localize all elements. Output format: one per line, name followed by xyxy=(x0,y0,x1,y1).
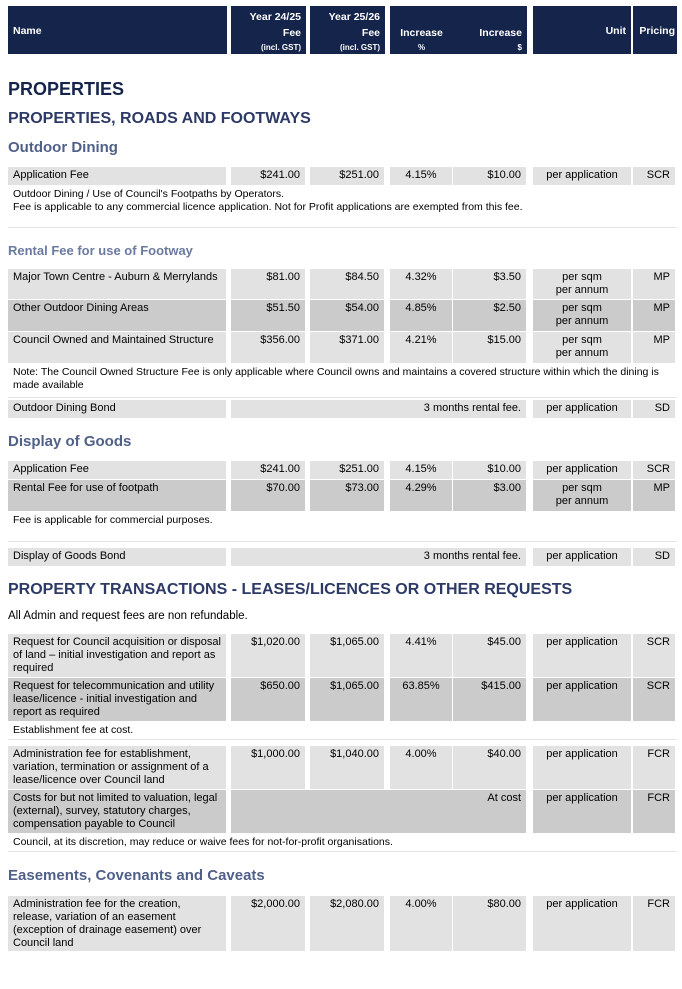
pt2-fee-2526: $1,065.00 xyxy=(310,678,384,721)
pt2-pricing: SCR xyxy=(633,678,675,721)
header-fee-2425-line1: Year 24/25 xyxy=(249,11,301,23)
pt2-name: Request for telecommunication and utility lease/licence - initial investigation and report as required xyxy=(8,678,226,721)
od-note-line2: Fee is applicable to any commercial licence application. Not for Profit applications are exempted from this fee. xyxy=(13,201,523,213)
ec1-name: Administration fee for the creation, release, variation of an easement (exception of drainage easement) over Council land xyxy=(8,896,226,951)
pt4-unit: per application xyxy=(533,790,631,833)
pt2-increase-dollar: $415.00 xyxy=(453,678,526,721)
header-fee-2425 xyxy=(231,6,306,54)
header-increase-dollar-line2: $ xyxy=(517,43,522,52)
rf3-fee-2425: $356.00 xyxy=(231,332,305,363)
rf1-fee-2425: $81.00 xyxy=(231,269,305,299)
header-name-label: Name xyxy=(13,25,42,37)
header-increase-pct-line2: % xyxy=(417,43,426,52)
header-fee-2425-line2: Fee xyxy=(282,27,301,39)
pt3-increase-pct: 4.00% xyxy=(390,746,452,789)
ec1-unit: per application xyxy=(533,896,631,951)
heading-outdoor-dining: Outdoor Dining xyxy=(8,139,118,156)
dg-rent-pricing: MP xyxy=(633,480,675,511)
ec1-pricing: FCR xyxy=(633,896,675,951)
rf-note: Note: The Council Owned Structure Fee is only applicable where Council owns and maintains a covered structure within which the dining is made available xyxy=(8,364,677,398)
od-app-increase-dollar: $10.00 xyxy=(453,167,526,185)
pt1-increase-pct: 4.41% xyxy=(390,634,452,677)
dg-rent-fee-2425: $70.00 xyxy=(231,480,305,511)
dg-note: Fee is applicable for commercial purposes. xyxy=(8,512,677,542)
pt3-increase-dollar: $40.00 xyxy=(453,746,526,789)
header-pricing xyxy=(633,6,677,54)
rf2-increase-pct: 4.85% xyxy=(390,300,452,331)
pt1-fee-2526: $1,065.00 xyxy=(310,634,384,677)
rf2-increase-dollar: $2.50 xyxy=(453,300,526,331)
rf2-unit: per sqm per annum xyxy=(533,300,631,331)
header-unit xyxy=(533,6,631,54)
pt3-fee-2425: $1,000.00 xyxy=(231,746,305,789)
heading-easements: Easements, Covenants and Caveats xyxy=(8,867,265,884)
od-app-name: Application Fee xyxy=(8,167,226,185)
rf3-pricing: MP xyxy=(633,332,675,363)
pt2-increase-pct: 63.85% xyxy=(390,678,452,721)
od-note-line1: Outdoor Dining / Use of Council's Footpaths by Operators. xyxy=(13,188,285,200)
rf1-unit: per sqm per annum xyxy=(533,269,631,299)
pt4-name: Costs for but not limited to valuation, legal (external), survey, statutory charges, compensation payable to Council xyxy=(8,790,226,833)
dg-rent-increase-dollar: $3.00 xyxy=(453,480,526,511)
dg-bond-unit: per application xyxy=(533,548,631,566)
pt4-pricing: FCR xyxy=(633,790,675,833)
od-app-pricing: SCR xyxy=(633,167,675,185)
heading-property-transactions: PROPERTY TRANSACTIONS - LEASES/LICENCES OR OTHER REQUESTS xyxy=(8,581,573,598)
ec1-increase-pct: 4.00% xyxy=(390,896,452,951)
od-bond-pricing: SD xyxy=(633,400,675,418)
dg-app-name: Application Fee xyxy=(8,461,226,479)
dg-rent-unit: per sqm per annum xyxy=(533,480,631,511)
rf3-increase-dollar: $15.00 xyxy=(453,332,526,363)
pt2-fee-2425: $650.00 xyxy=(231,678,305,721)
heading-properties: PROPERTIES xyxy=(8,79,125,99)
ec1-fee-2425: $2,000.00 xyxy=(231,896,305,951)
ec1-fee-2526: $2,080.00 xyxy=(310,896,384,951)
pt3-pricing: FCR xyxy=(633,746,675,789)
od-bond-amount: 3 months rental fee. xyxy=(231,400,526,418)
pt1-unit: per application xyxy=(533,634,631,677)
rf1-increase-pct: 4.32% xyxy=(390,269,452,299)
pt3-unit: per application xyxy=(533,746,631,789)
dg-rent-fee-2526: $73.00 xyxy=(310,480,384,511)
rf1-fee-2526: $84.50 xyxy=(310,269,384,299)
header-increase-pct-line1: Increase xyxy=(400,27,443,39)
pt1-increase-dollar: $45.00 xyxy=(453,634,526,677)
rf3-fee-2526: $371.00 xyxy=(310,332,384,363)
rf2-fee-2526: $54.00 xyxy=(310,300,384,331)
rf2-fee-2425: $51.50 xyxy=(231,300,305,331)
rf3-increase-pct: 4.21% xyxy=(390,332,452,363)
od-bond-name: Outdoor Dining Bond xyxy=(8,400,226,418)
header-increase-pct xyxy=(390,6,453,54)
heading-display-of-goods: Display of Goods xyxy=(8,433,132,450)
header-fee-2526 xyxy=(310,6,385,54)
rf1-name: Major Town Centre - Auburn & Merrylands xyxy=(8,269,226,299)
ec1-increase-dollar: $80.00 xyxy=(453,896,526,951)
rf1-increase-dollar: $3.50 xyxy=(453,269,526,299)
header-increase-dollar-line1: Increase xyxy=(479,27,522,39)
header-fee-2526-line3: (incl. GST) xyxy=(340,43,380,52)
header-fee-2526-line2: Fee xyxy=(361,27,380,39)
heading-rental-fee-footway: Rental Fee for use of Footway xyxy=(8,243,193,258)
dg-bond-pricing: SD xyxy=(633,548,675,566)
rf2-name: Other Outdoor Dining Areas xyxy=(8,300,226,331)
rf1-pricing: MP xyxy=(633,269,675,299)
rf3-unit: per sqm per annum xyxy=(533,332,631,363)
pt4-amount: At cost xyxy=(231,790,526,833)
pt3-name: Administration fee for establishment, variation, termination or assignment of a lease/licence over Council land xyxy=(8,746,226,789)
header-increase-dollar xyxy=(453,6,527,54)
dg-app-increase-dollar: $10.00 xyxy=(453,461,526,479)
header-unit-label: Unit xyxy=(605,25,626,37)
od-app-fee-2526: $251.00 xyxy=(310,167,384,185)
rf3-name: Council Owned and Maintained Structure xyxy=(8,332,226,363)
od-note xyxy=(8,186,677,228)
dg-app-increase-pct: 4.15% xyxy=(390,461,452,479)
header-name xyxy=(8,6,227,54)
dg-bond-name: Display of Goods Bond xyxy=(8,548,226,566)
dg-app-unit: per application xyxy=(533,461,631,479)
dg-bond-amount: 3 months rental fee. xyxy=(231,548,526,566)
dg-app-fee-2526: $251.00 xyxy=(310,461,384,479)
rf2-pricing: MP xyxy=(633,300,675,331)
od-app-unit: per application xyxy=(533,167,631,185)
od-app-fee-2425: $241.00 xyxy=(231,167,305,185)
dg-rent-name: Rental Fee for use of footpath xyxy=(8,480,226,511)
transactions-note: All Admin and request fees are non refundable. xyxy=(8,610,248,622)
pt1-pricing: SCR xyxy=(633,634,675,677)
header-fee-2526-line1: Year 25/26 xyxy=(328,11,380,23)
od-bond-unit: per application xyxy=(533,400,631,418)
pt1-name: Request for Council acquisition or disposal of land – initial investigation and report as required xyxy=(8,634,226,677)
pt3-fee-2526: $1,040.00 xyxy=(310,746,384,789)
dg-rent-increase-pct: 4.29% xyxy=(390,480,452,511)
dg-app-fee-2425: $241.00 xyxy=(231,461,305,479)
od-app-increase-pct: 4.15% xyxy=(390,167,452,185)
pt2-unit: per application xyxy=(533,678,631,721)
header-pricing-label: Pricing xyxy=(639,25,675,37)
heading-properties-roads-footways: PROPERTIES, ROADS AND FOOTWAYS xyxy=(8,110,311,127)
header-fee-2425-line3: (incl. GST) xyxy=(261,43,301,52)
pt1-fee-2425: $1,020.00 xyxy=(231,634,305,677)
dg-app-pricing: SCR xyxy=(633,461,675,479)
pt-note1: Establishment fee at cost. xyxy=(8,722,677,740)
pt-note2: Council, at its discretion, may reduce or waive fees for not-for-profit organisations. xyxy=(8,834,677,852)
